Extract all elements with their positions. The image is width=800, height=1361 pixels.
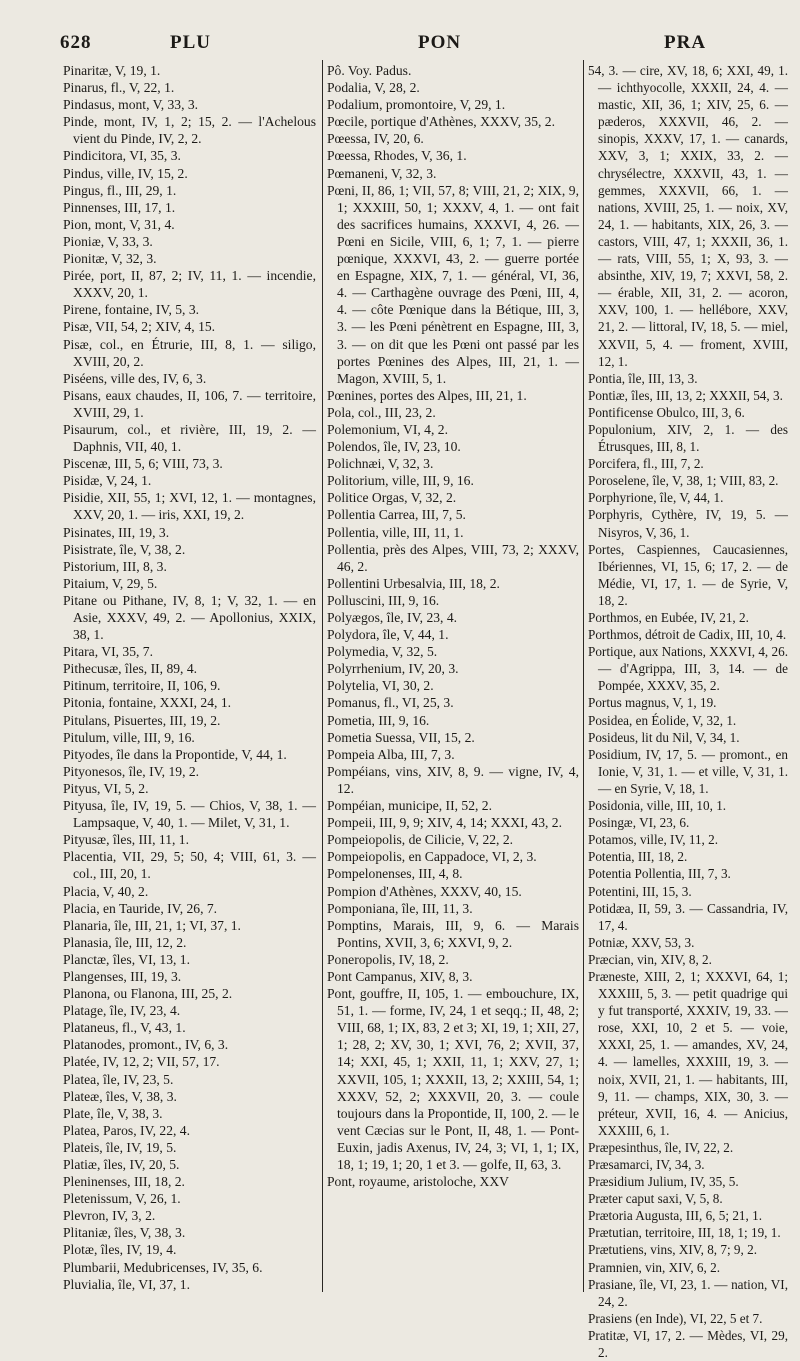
index-entry: Pompion d'Athènes, XXXV, 40, 15. (327, 883, 522, 899)
index-entry: Populonium, XIV, 2, 1. — des Étrusques, III, 8, 1. (588, 421, 788, 455)
center-guide-word: PON (418, 32, 462, 53)
index-entry: Polemonium, VI, 4, 2. (327, 421, 448, 437)
index-entry: Pitara, VI, 35, 7. (63, 644, 153, 660)
index-column-middle (327, 62, 579, 1292)
index-entry: Platage, île, IV, 23, 4. (63, 1003, 181, 1019)
left-guide-word: PLU (170, 32, 211, 53)
index-entry: Pityodes, île dans la Propontide, V, 44, 1. (63, 746, 287, 762)
index-entry: Posidea, en Éolide, V, 32, 1. (588, 712, 737, 728)
index-entry: Potentia, III, 18, 2. (588, 849, 688, 865)
index-entry: Pompelonenses, III, 4, 8. (327, 866, 463, 882)
index-entry: Pisaurum, col., et rivière, III, 19, 2. — Daphnis, VII, 40, 1. (63, 421, 316, 455)
index-entry: Pœnines, portes des Alpes, III, 21, 1. (327, 387, 527, 403)
index-entry: Pindasus, mont, V, 33, 3. (63, 97, 199, 113)
index-entry: Pô. Voy. Padus. (327, 63, 412, 78)
index-entry: Pistorium, III, 8, 3. (63, 558, 167, 574)
index-entry: Plangenses, III, 19, 3. (63, 968, 182, 984)
column-divider (322, 60, 323, 1292)
index-entry: Placia, en Tauride, IV, 26, 7. (63, 900, 218, 916)
index-entry: Prasiens (en Inde), VI, 22, 5 et 7. (588, 1310, 763, 1326)
index-entry: Platea, île, IV, 23, 5. (63, 1071, 174, 1087)
index-entry: Pinnenses, III, 17, 1. (63, 199, 176, 215)
index-entry: Platea, Paros, IV, 22, 4. (63, 1122, 190, 1138)
index-entry: Porcifera, fl., III, 7, 2. (588, 456, 704, 472)
index-entry: Præsamarci, IV, 34, 3. (588, 1157, 705, 1172)
index-entry: Pœmaneni, V, 32, 3. (327, 165, 437, 181)
index-entry: Polydora, île, V, 44, 1. (327, 627, 449, 643)
index-entry: Pithecusæ, îles, II, 89, 4. (63, 661, 198, 677)
index-entry: Præter caput saxi, V, 5, 8. (588, 1191, 723, 1207)
index-entry: Posidonia, ville, III, 10, 1. (588, 798, 727, 814)
index-entry: Pompeii, III, 9, 9; XIV, 4, 14; XXXI, 43, 2. (327, 815, 562, 831)
index-entry: Potidæa, II, 59, 3. — Cassandria, IV, 17, 4. (588, 900, 788, 933)
index-entry: Pitane ou Pithane, IV, 8, 1; V, 32, 1. — en Asie, XXXV, 49, 2. — Apollonius, XXIX, 38, 1. (63, 592, 316, 643)
index-entry: Porthmos, détroit de Cadix, III, 10, 4. (588, 627, 787, 643)
index-entry: Portus magnus, V, 1, 19. (588, 695, 717, 711)
index-column-right (588, 62, 788, 1361)
index-entry: Posidium, IV, 17, 5. — promont., en Ionie, V, 31, 1. — et ville, V, 31, 1. — en Syrie, V, 18, 1. (588, 746, 788, 796)
index-entry: Podalia, V, 28, 2. (327, 80, 420, 96)
index-entry: Plitaniæ, îles, V, 38, 3. (63, 1225, 186, 1241)
index-entry: Pomptins, Marais, III, 9, 6. — Marais Pontins, XVII, 3, 6; XXVI, 9, 2. (327, 917, 579, 950)
index-entry: Planasia, île, III, 12, 2. (63, 934, 187, 950)
index-entry: Polyægos, île, IV, 23, 4. (327, 610, 458, 625)
index-entry: Pleninenses, III, 18, 2. (63, 1174, 185, 1190)
index-entry: Porthmos, en Eubée, IV, 21, 2. (588, 610, 749, 625)
index-entry: Posideus, lit du Nil, V, 34, 1. (588, 729, 740, 745)
index-entry: Præpesinthus, île, IV, 22, 2. (588, 1139, 734, 1155)
index-entry: Pityusa, île, IV, 19, 5. — Chios, V, 38, 1. — Lampsaque, V, 40, 1. — Milet, V, 31, 1. (63, 798, 316, 831)
index-entry: Pinaritæ, V, 19, 1. (63, 63, 161, 78)
index-entry: Poroselene, île, V, 38, 1; VIII, 83, 2. (588, 473, 779, 489)
index-entry: Pratitæ, VI, 17, 2. — Mèdes, VI, 29, 2. (588, 1327, 788, 1361)
running-header (60, 32, 776, 60)
index-entry: Portes, Caspiennes, Caucasiennes, Ibériennes, VI, 15, 6; 17, 2. — de Médie, VI, 17, 1. — de Syrie, V, 18, 2. (588, 541, 788, 608)
index-entry: Pompeia Alba, III, 7, 3. (327, 746, 455, 762)
index-entry: Polluscini, III, 9, 16. (327, 592, 440, 608)
index-column-left (63, 62, 316, 1292)
index-entry: Pramnien, vin, XIV, 6, 2. (588, 1259, 720, 1275)
index-entry: Porphyris, Cythère, IV, 19, 5. — Nisyros, V, 36, 1. (588, 507, 788, 540)
index-entry: Pœessa, IV, 20, 6. (327, 131, 424, 147)
index-entry: Planctæ, îles, VI, 13, 1. (63, 951, 190, 967)
index-entry: Polymedia, V, 32, 5. (327, 644, 438, 660)
index-entry: Planona, ou Flanona, III, 25, 2. (63, 986, 233, 1002)
column-divider (583, 60, 584, 1292)
index-entry: Pompeiopolis, en Cappadoce, VI, 2, 3. (327, 849, 537, 865)
index-entry: Pola, col., III, 23, 2. (327, 404, 436, 420)
index-entry: Politorium, ville, III, 9, 16. (327, 473, 474, 489)
right-guide-word: PRA (664, 32, 707, 53)
index-entry: Pitonia, fontaine, XXXI, 24, 1. (63, 695, 232, 711)
index-entry: Pinde, mont, IV, 1, 2; 15, 2. — l'Achelous vient du Pinde, IV, 2, 2. (63, 114, 316, 147)
index-entry: Pityus, VI, 5, 2. (63, 780, 149, 796)
index-entry: Præsidium Julium, IV, 35, 5. (588, 1174, 739, 1190)
index-entry: Pisæ, col., en Étrurie, III, 8, 1. — siligo, XVIII, 20, 2. (63, 336, 316, 369)
index-entry: Pion, mont, V, 31, 4. (63, 216, 175, 232)
index-entry: Politice Orgas, V, 32, 2. (327, 490, 457, 506)
index-entry: Pœni, II, 86, 1; VII, 57, 8; VIII, 21, 2; XIX, 9, 1; XXXIII, 50, 1; XXXV, 4, 1. — ont fait des sacrifices humains, XXXVI, 4, 26. — Pœni en Sicile, VIII, 6, 1; 7, 1. — pierre pœnique, XXXVI, 43, 2. — guerre portée en Espagne, XIX, 7, 1. — général, VI, 36, 4. — Carthagène ouvrage des Pœni, III, 4, 4. — côte Pœnique dans la Bétique, III, 3, 3. — les Pœni pénètrent en Espagne, III, 3, 3. — on dit que les Pœni ont passé par les portes Pœnines des Alpes, III, 21, 1. — Magon, XVIII, 5, 1. (327, 182, 579, 386)
index-entry: Pionitæ, V, 32, 3. (63, 251, 157, 267)
index-entry: Polichnæi, V, 32, 3. (327, 456, 434, 472)
index-entry: Pont, royaume, aristoloche, XXV (327, 1174, 509, 1190)
index-entry: Planaria, île, III, 21, 1; VI, 37, 1. (63, 917, 241, 933)
index-entry: Potentini, III, 15, 3. (588, 883, 692, 899)
index-entry: Placentia, VII, 29, 5; 50, 4; VIII, 61, 3. — col., III, 20, 1. (63, 849, 316, 882)
index-entry: Plate, île, V, 38, 3. (63, 1105, 163, 1121)
index-entry: Porphyrione, île, V, 44, 1. (588, 490, 724, 506)
index-entry: Pletenissum, V, 26, 1. (63, 1191, 181, 1207)
index-entry: Platiæ, îles, IV, 20, 5. (63, 1157, 180, 1172)
index-entry: Pœessa, Rhodes, V, 36, 1. (327, 148, 467, 164)
index-entry: Pirene, fontaine, IV, 5, 3. (63, 302, 200, 318)
index-entry: Pirée, port, II, 87, 2; IV, 11, 1. — incendie, XXXV, 20, 1. (63, 268, 316, 301)
index-entry: Plotæ, îles, IV, 19, 4. (63, 1242, 177, 1258)
index-entry: Plateæ, îles, V, 38, 3. (63, 1088, 177, 1104)
index-entry: Pinarus, fl., V, 22, 1. (63, 80, 175, 96)
index-entry: Polytelia, VI, 30, 2. (327, 678, 434, 694)
index-entry: Plataneus, fl., V, 43, 1. (63, 1020, 186, 1036)
index-entry: Pitaium, V, 29, 5. (63, 575, 158, 591)
index-entry: Plevron, IV, 3, 2. (63, 1208, 156, 1224)
page-number: 628 (60, 32, 92, 53)
index-entry: Plumbarii, Medubricenses, IV, 35, 6. (63, 1259, 263, 1275)
index-entry: Polyrrhenium, IV, 20, 3. (327, 661, 459, 677)
index-entry: Pometia, III, 9, 16. (327, 712, 430, 728)
index-entry: Præneste, XIII, 2, 1; XXXVI, 64, 1; XXXIII, 5, 3. — petit quadrige qui y fut transporté, XXXIV, 19, 33. — rose, XXI, 10, 2 et 5. — voie, XXXI, 25, 1. — amandes, XV, 24, 4. — lamelles, XXXIII, 19, 3. — noix, XVII, 21, 1. — habitants, III, 9, 11. — champs, XIX, 30, 3. — préteur, XVII, 16, 4. — Anicius, XXXIII, 6, 1. (588, 968, 788, 1138)
index-entry: Prætoria Augusta, III, 6, 5; 21, 1. (588, 1208, 762, 1224)
index-entry: Pont Campanus, XIV, 8, 3. (327, 968, 473, 984)
index-entry: Potniæ, XXV, 53, 3. (588, 934, 695, 950)
index-entry: 54, 3. — cire, XV, 18, 6; XXI, 49, 1. — ichthyocolle, XXXII, 24, 4. — mastic, XII, 36, 1; XIV, 25, 6. — pæderos, XXXVII, 46, 2. — sinopis, XXXV, 17, 1. — canards, XXV, 3, 1; XXIX, 33, 2. — chrysélectre, XXXVII, 43, 1. — gemmes, XXXVII, 66, 1. — nations, XVIII, 25, 1. — noix, XV, 24, 1. — habitants, XIX, 26, 3. — castors, VIII, 47, 1; XXXII, 36, 1. — rats, VIII, 55, 1; X, 93, 3. — absinthe, XIV, 19, 7; XXVI, 58, 2. — érable, XII, 31, 2. — acoron, XXV, 100, 1. — hellébore, XXV, 21, 2. — littoral, IV, 18, 5. — miel, XXVII, 5, 4. — froment, XVIII, 12, 1. (588, 63, 788, 369)
index-entry: Potentia Pollentia, III, 7, 3. (588, 866, 731, 882)
index-entry: Pisæ, VII, 54, 2; XIV, 4, 15. (63, 319, 216, 335)
index-entry: Pitinum, territoire, II, 106, 9. (63, 678, 221, 694)
index-entry: Piséens, ville des, IV, 6, 3. (63, 370, 207, 386)
index-entry: Pomanus, fl., VI, 25, 3. (327, 695, 454, 711)
index-entry: Posingæ, VI, 23, 6. (588, 815, 690, 831)
index-entry: Pœcile, portique d'Athènes, XXXV, 35, 2. (327, 114, 555, 130)
index-entry: Pisinates, III, 19, 3. (63, 524, 170, 540)
index-entry: Præcian, vin, XIV, 8, 2. (588, 951, 712, 967)
index-entry: Platanodes, promont., IV, 6, 3. (63, 1037, 229, 1053)
index-entry: Pometia Suessa, VII, 15, 2. (327, 729, 475, 745)
index-entry: Pollentia Carrea, III, 7, 5. (327, 507, 466, 523)
index-entry: Pontiæ, îles, III, 13, 2; XXXII, 54, 3. (588, 387, 783, 403)
index-entry: Pityusæ, îles, III, 11, 1. (63, 832, 189, 848)
index-entry: Pomponiana, île, III, 11, 3. (327, 900, 473, 916)
index-entry: Piscenæ, III, 5, 6; VIII, 73, 3. (63, 456, 223, 472)
index-entry: Pollentia, ville, III, 11, 1. (327, 524, 464, 540)
index-entry: Pompeiopolis, de Cilicie, V, 22, 2. (327, 832, 514, 848)
index-entry: Portique, aux Nations, XXXVI, 4, 26. — d'Agrippa, III, 3, 14. — de Pompée, XXXV, 35, 2. (588, 644, 788, 694)
index-entry: Potamos, ville, IV, 11, 2. (588, 832, 719, 848)
index-entry: Pisidæ, V, 24, 1. (63, 473, 152, 489)
index-entry: Pont, gouffre, II, 105, 1. — embouchure, IX, 51, 1. — forme, IV, 24, 1 et seqq.; II, 48, 2; VIII, 68, 1; IX, 83, 2 et 3; XI, 19, 1; XII, 27, 1; 28, 2; XV, 30, 1; XVI, 76, 2; XVII, 37, 14; XXI, 45, 1; XXII, 11, 1; XXV, 27, 1; XXVII, 105, 1; XXXII, 13, 2; XXIII, 54, 1; XXXV, 52, 2; XXXVII, 20, 3. — coule toujours dans la Propontide, II, 100, 2. — le vent Cæcias sur le Pont, II, 48, 1. — Pont-Euxin, jadis Axenus, IV, 24, 3; VI, 1, 1; IX, 18, 1; 19, 1; 20, 1 et 3. — golfe, II, 63, 3. (327, 986, 579, 1172)
index-entry: Pisidie, XII, 55, 1; XVI, 12, 1. — montagnes, XXV, 20, 1. — iris, XXI, 19, 2. (63, 490, 316, 523)
index-entry: Pityonesos, île, IV, 19, 2. (63, 763, 200, 779)
index-entry: Pioniæ, V, 33, 3. (63, 233, 153, 249)
index-entry: Pitulans, Pisuertes, III, 19, 2. (63, 712, 221, 728)
index-entry: Pindus, ville, IV, 15, 2. (63, 165, 188, 181)
index-entry: Prætutiens, vins, XIV, 8, 7; 9, 2. (588, 1242, 758, 1258)
index-entry: Pollentini Urbesalvia, III, 18, 2. (327, 575, 500, 591)
index-entry: Pingus, fl., III, 29, 1. (63, 182, 177, 198)
index-entry: Pisans, eaux chaudes, II, 106, 7. — territoire, XVIII, 29, 1. (63, 387, 316, 420)
index-entry: Plateis, île, IV, 19, 5. (63, 1139, 177, 1155)
index-entry: Pitulum, ville, III, 9, 16. (63, 729, 195, 745)
index-entry: Pisistrate, île, V, 38, 2. (63, 541, 186, 557)
index-entry: Placia, V, 40, 2. (63, 883, 149, 899)
index-entry: Podalium, promontoire, V, 29, 1. (327, 97, 506, 113)
index-entry: Polendos, île, IV, 23, 10. (327, 439, 461, 455)
index-entry: Pontia, île, III, 13, 3. (588, 370, 698, 386)
index-entry: Pontificense Obulco, III, 3, 6. (588, 404, 745, 420)
index-entry: Poneropolis, IV, 18, 2. (327, 951, 449, 967)
index-entry: Prasiane, île, VI, 23, 1. — nation, VI, 24, 2. (588, 1276, 788, 1309)
index-entry: Pollentia, près des Alpes, VIII, 73, 2; XXXV, 46, 2. (327, 541, 579, 574)
index-entry: Pompéian, municipe, II, 52, 2. (327, 798, 492, 814)
index-entry: Prætutian, territoire, III, 18, 1; 19, 1. (588, 1225, 781, 1241)
index-entry: Platée, IV, 12, 2; VII, 57, 17. (63, 1054, 220, 1070)
index-entry: Pindicitora, VI, 35, 3. (63, 148, 181, 164)
index-entry: Pluvialia, île, VI, 37, 1. (63, 1276, 190, 1292)
index-entry: Pompéians, vins, XIV, 8, 9. — vigne, IV, 4, 12. (327, 763, 579, 796)
